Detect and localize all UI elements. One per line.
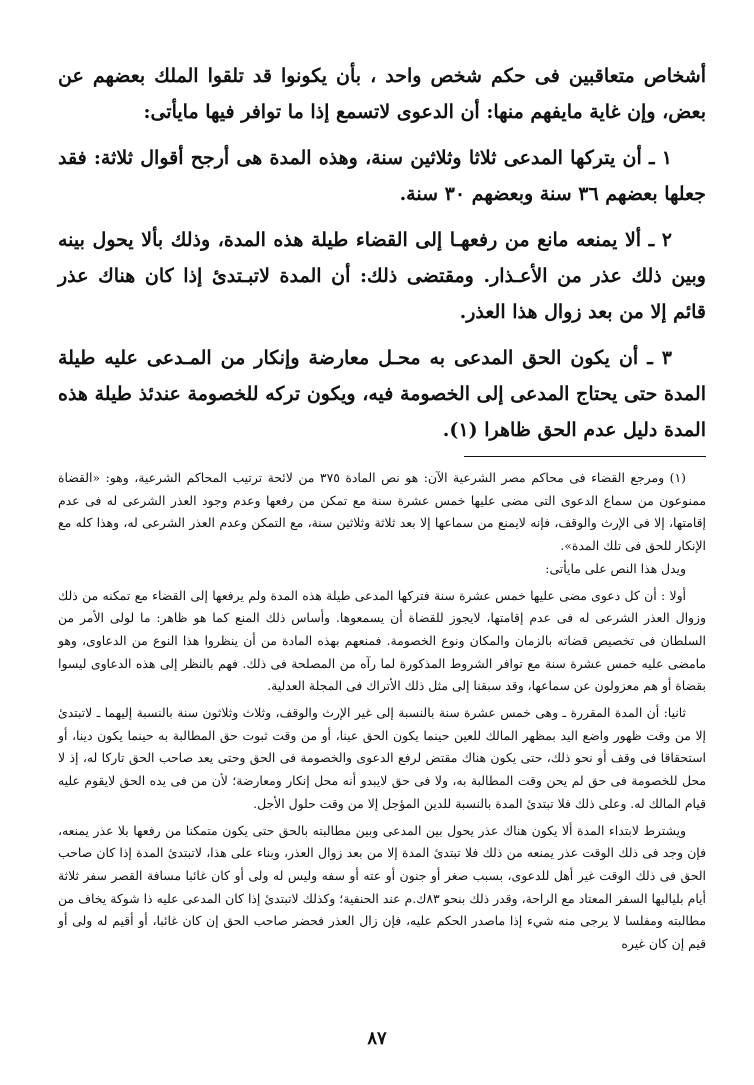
footnote-intro: ويدل هذا النص على مايأتى:: [545, 560, 686, 576]
page-number: ٨٧: [367, 1028, 387, 1049]
main-paragraph-2: ١ ـ أن يتركها المدعى ثلاثا وثلاثين سنة، وهذه المدة هى أرجح أقوال ثلاثة: فقد جعلها بعضهم ٣٦ سنة وبعضهم ٣٠ سنة.: [58, 147, 706, 205]
footnote-separator: [464, 456, 706, 457]
main-paragraph-3: ٢ ـ ألا يمنعه مانع من رفعهـا إلى القضاء طيلة هذه المدة، وذلك بألا يحول بينه وبين ذلك عذر من الأعـذار. ومقتضى ذلك: أن المدة لاتبـتدئ إذا كان هناك عذر قائم إلا من بعد زوال هذا العذر.: [58, 229, 706, 323]
main-text: [58, 58, 706, 448]
footnotes: [58, 467, 706, 956]
footnote-point-first: أولا : أن كل دعوى مضى عليها خمس عشرة سنة فتركها المدعى طيلة هذه المدة ولم يرفعها إلى القضاء مع تمكنه من ذلك وزوال العذر الشرعى له فى عدم إقامتها، لايجوز للقضاة أن يسمعوها. وأساس ذلك المنع كما هو ظاهر: ما لولى الأمر من السلطان فى تخصيص قضاته بالزمان والمكان ونوع الخصومة. فمنعهم بهذه المادة من أن ينظروا هذا النوع من الدعاوى، وهو مامضى عليه خمس عشرة سنة مع توافر الشروط المذكورة لما رآه من المصلحة فى ذلك. فهم بالنظر إلى هذه الدعاوى ليسوا بقضاة أو هم معزولون عن سماعها، وقد سبقنا إلى مثل ذلك الأتراك فى المجلة العدلية.: [58, 587, 706, 694]
main-paragraph-4: ٣ ـ أن يكون الحق المدعى به محـل معارضة وإنكار من المـدعى عليه طيلة المدة حتى يحتاج المدعى إلى الخصومة فيه، ويكون تركه للخصومة عندئذ طيلة هذه المدة دليل عدم الحق ظاهرا (١).: [58, 347, 706, 441]
footnote-conditions: ويشترط لابتداء المدة ألا يكون هناك عذر يحول بين المدعى وبين مطالبته بالحق حتى يكون متمكنا من رفعها بلا عذر يمنعه، فإن وجد فى ذلك الوقت عذر يمنعه من ذلك فلا تبتدئ المدة إلا من بعد زوال العذر، وبناء على هذا، لاتبتدئ المدة إذا كان صاحب الحق فى ذلك الوقت غير أهل للدعوى، بسبب صغر أو جنون أو عته أو سفه وليس له ولى أو كان غائبا مسافة القصر سفر ثلاثة أيام بلياليها السفر المعتاد مع الراحة، وقدر ذلك بنحو ٨٣ك.م عند الحنفية؛ وكذلك لاتبتدئ إذا كان المدعى عليه ذا شوكة يخاف من مطالبته ومفلسا لا يرجى منه شيء إذا ماصدر الحكم عليه، فإن زال العذر فحضر صاحب الحق إن كان غائبا، أو أقيم له ولى أو قيم إن كان غيره: [58, 822, 706, 952]
footnote-1: (١) ومرجع القضاء فى محاكم مصر الشرعية الآن: هو نص المادة ٣٧٥ من لائحة ترتيب المحاكم الشرعية، وهو: «القضاة ممنوعون من سماع الدعوى التى مضى عليها خمس عشرة سنة مع تمكن من رفعها وعدم وجود العذر الشرعى له فى عدم إقامتها، إلا فى الإرث والوقف، فإنه لايمنع من سماعها إلا بعد ثلاثة وثلاثين سنة، مع التمكن وعدم العذر الشرعى له، وهذا كله مع الإنكار للحق فى تلك المدة».: [58, 470, 706, 554]
footnote-point-second: ثانيا: أن المدة المقررة ـ وهى خمس عشرة سنة بالنسبة إلى غير الإرث والوقف، وثلاث وثلاثون سنة بالنسبة إليهما ـ لاتبتدئ إلا من وقت ظهور واضع اليد بمظهر المالك للعين حينما يكون الحق عينا، أو من وقت ثبوت حق المطالبة به حينما يكون دينا، أو استحقاقا فى وقف أو نحو ذلك، حتى يكون هناك مقتض لرفع الدعوى والخصومة فى الحق وحتى يعد صاحب الحق تاركا له، إذ لا محل للخصومة فى حق لم يحن وقت المطالبة به، ولا فى حق لايبدو أنه محل إنكار ومعارضة؛ لأن من فى يده الحق لايقوم عليه قيام المالك له. وعلى ذلك فلا تبتدئ المدة بالنسبة للدين المؤجل إلا من وقت حلول الأجل.: [58, 705, 706, 811]
main-paragraph-1: أشخاص متعاقبين فى حكم شخص واحد ، بأن يكونوا قد تلقوا الملك بعضهم عن بعض، وإن غاية مايفهم منها: أن الدعوى لاتسمع إذا ما توافر فيها مايأتى:: [58, 65, 706, 123]
